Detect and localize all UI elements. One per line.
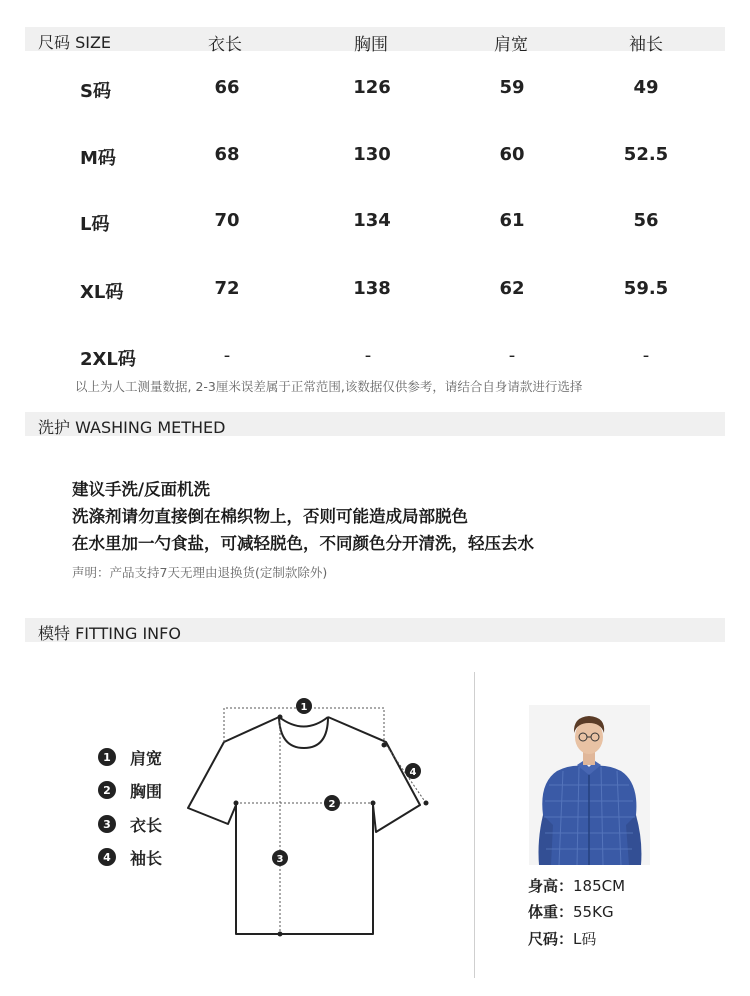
row-label-2xl: 2XL码 <box>80 349 136 370</box>
tshirt-outline <box>188 717 420 934</box>
size-section-header <box>25 27 725 55</box>
marker-2 <box>324 795 340 811</box>
col-header-sleeve: 袖长 <box>629 35 663 55</box>
legend-item-length <box>98 813 162 835</box>
fitting-section-title: 模特 FITTING INFO <box>38 624 181 643</box>
svg-text:2: 2 <box>328 799 336 810</box>
size-note: 以上为人工测量数据, 2-3厘米误差属于正常范围,该数据仅供参考，请结合自身请款进行选择 <box>75 379 583 394</box>
row-label-xl: XL码 <box>80 282 124 303</box>
cell-s-length: 66 <box>214 77 240 98</box>
row-label-s: S码 <box>80 81 111 102</box>
svg-text:1: 1 <box>300 702 308 713</box>
cell-s-chest: 126 <box>353 77 391 98</box>
cell-l-shoulder: 61 <box>499 210 525 231</box>
svg-text:4: 4 <box>409 767 417 778</box>
washing-section-title: 洗护 WASHING METHED <box>38 418 226 437</box>
legend-number-4: 4 <box>98 848 116 866</box>
col-header-chest: 胸围 <box>354 35 388 55</box>
tshirt-measurement-diagram <box>180 690 440 940</box>
model-size: 尺码：L码 <box>528 930 597 948</box>
model-height: 身高：185CM <box>528 877 626 895</box>
cell-xl-sleeve: 59.5 <box>623 278 669 299</box>
cell-l-chest: 134 <box>353 210 391 231</box>
legend-item-chest <box>98 779 162 801</box>
row-label-l: L码 <box>80 214 110 235</box>
model-photo <box>529 705 650 865</box>
size-section-title: 尺码 SIZE <box>38 33 112 52</box>
cell-2xl-shoulder: - <box>508 345 516 366</box>
row-label-m: M码 <box>80 148 116 169</box>
cell-s-shoulder: 59 <box>499 77 525 98</box>
cell-s-sleeve: 49 <box>633 77 659 98</box>
marker-4 <box>405 763 421 779</box>
washing-section-header <box>25 412 725 436</box>
svg-text:3: 3 <box>276 854 284 865</box>
wash-line-3: 在水里加一勺食盐，可减轻脱色，不同颜色分开清洗，轻压去水 <box>72 534 534 553</box>
cell-l-length: 70 <box>214 210 240 231</box>
cell-m-sleeve: 52.5 <box>623 144 669 165</box>
legend-label-chest: 胸围 <box>130 781 163 801</box>
cell-m-length: 68 <box>214 144 240 165</box>
col-header-length: 衣长 <box>208 35 242 55</box>
cell-xl-shoulder: 62 <box>499 278 525 299</box>
wash-line-1: 建议手洗/反面机洗 <box>72 480 211 499</box>
col-header-shoulder: 肩宽 <box>494 35 528 55</box>
fitting-divider <box>474 672 475 978</box>
cell-l-sleeve: 56 <box>633 210 659 231</box>
legend-number-1: 1 <box>98 748 116 766</box>
cell-2xl-length: - <box>223 345 231 366</box>
fitting-section-header <box>25 618 725 642</box>
return-statement: 声明：产品支持7天无理由退换货(定制款除外) <box>72 565 328 580</box>
legend-number-2: 2 <box>98 781 116 799</box>
legend-label-sleeve: 袖长 <box>130 848 163 868</box>
legend-label-length: 衣长 <box>130 815 163 835</box>
cell-2xl-sleeve: - <box>642 345 650 366</box>
legend-item-sleeve <box>98 846 162 868</box>
cell-xl-length: 72 <box>214 278 240 299</box>
tshirt-collar <box>279 717 328 727</box>
cell-m-shoulder: 60 <box>499 144 525 165</box>
model-weight: 体重：55KG <box>528 903 614 921</box>
wash-line-2: 洗涤剂请勿直接倒在棉织物上，否则可能造成局部脱色 <box>72 507 468 526</box>
marker-1 <box>296 698 312 714</box>
cell-m-chest: 130 <box>353 144 391 165</box>
cell-2xl-chest: - <box>364 345 372 366</box>
legend-number-3: 3 <box>98 815 116 833</box>
marker-3 <box>272 850 288 866</box>
legend-item-shoulder <box>98 746 162 768</box>
legend-label-shoulder: 肩宽 <box>130 748 163 768</box>
cell-xl-chest: 138 <box>353 278 391 299</box>
